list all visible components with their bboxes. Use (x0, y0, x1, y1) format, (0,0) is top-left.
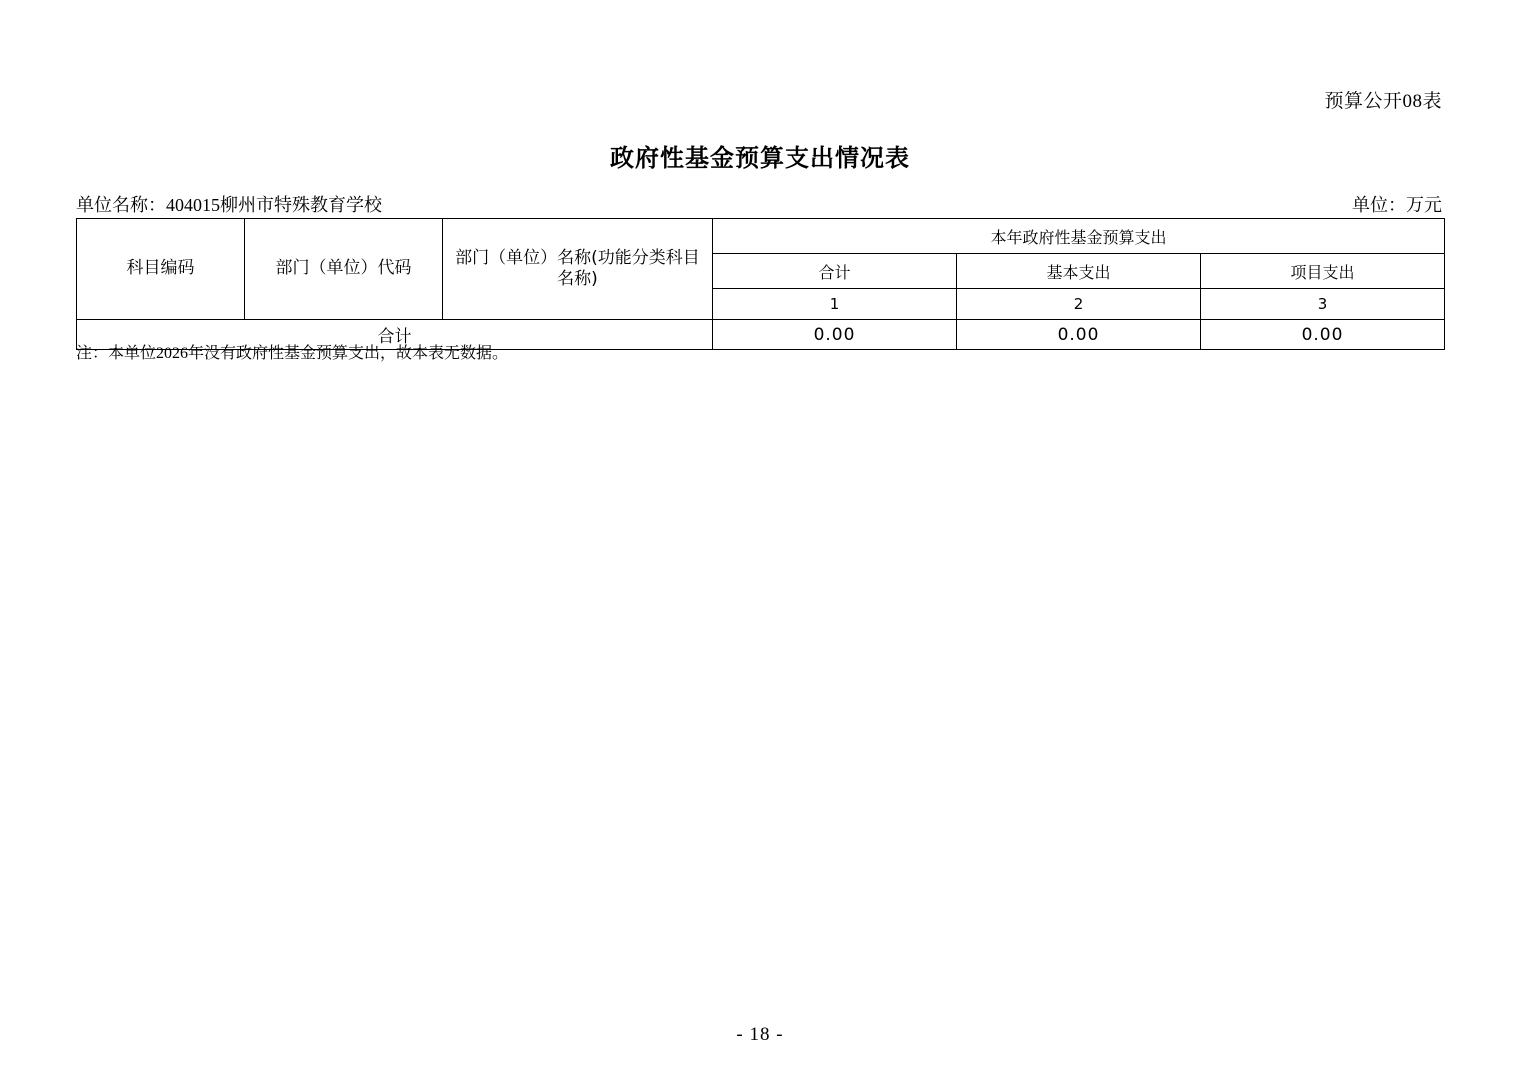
col-subject-code: 科目编码 (77, 219, 245, 320)
col-number-3: 3 (1201, 289, 1445, 320)
col-department-code: 部门（单位）代码 (245, 219, 443, 320)
col-basic-expenditure: 基本支出 (957, 254, 1201, 289)
col-department-name: 部门（单位）名称(功能分类科目名称) (443, 219, 713, 320)
cell-basic: 0.00 (957, 320, 1201, 350)
row-label-total: 合计 (77, 320, 713, 350)
page-title: 政府性基金预算支出情况表 (610, 144, 910, 172)
col-number-2: 2 (957, 289, 1201, 320)
budget-table (76, 218, 1445, 350)
col-group-header: 本年政府性基金预算支出 (713, 219, 1445, 254)
page-number: - 18 - (736, 1024, 784, 1045)
cell-total: 0.00 (713, 320, 957, 350)
unit-measure: 单位：万元 (1352, 195, 1442, 215)
unit-name-row (76, 191, 382, 217)
col-project-expenditure: 项目支出 (1201, 254, 1445, 289)
unit-name-label: 单位名称： (76, 195, 166, 215)
col-total: 合计 (713, 254, 957, 289)
unit-name-value: 404015柳州市特殊教育学校 (166, 195, 382, 215)
form-label: 预算公开08表 (1324, 91, 1442, 112)
table-note: 注：本单位2026年没有政府性基金预算支出，故本表无数据。 (76, 345, 509, 362)
col-number-1: 1 (713, 289, 957, 320)
table-header-row-1 (77, 219, 1445, 254)
cell-project: 0.00 (1201, 320, 1445, 350)
